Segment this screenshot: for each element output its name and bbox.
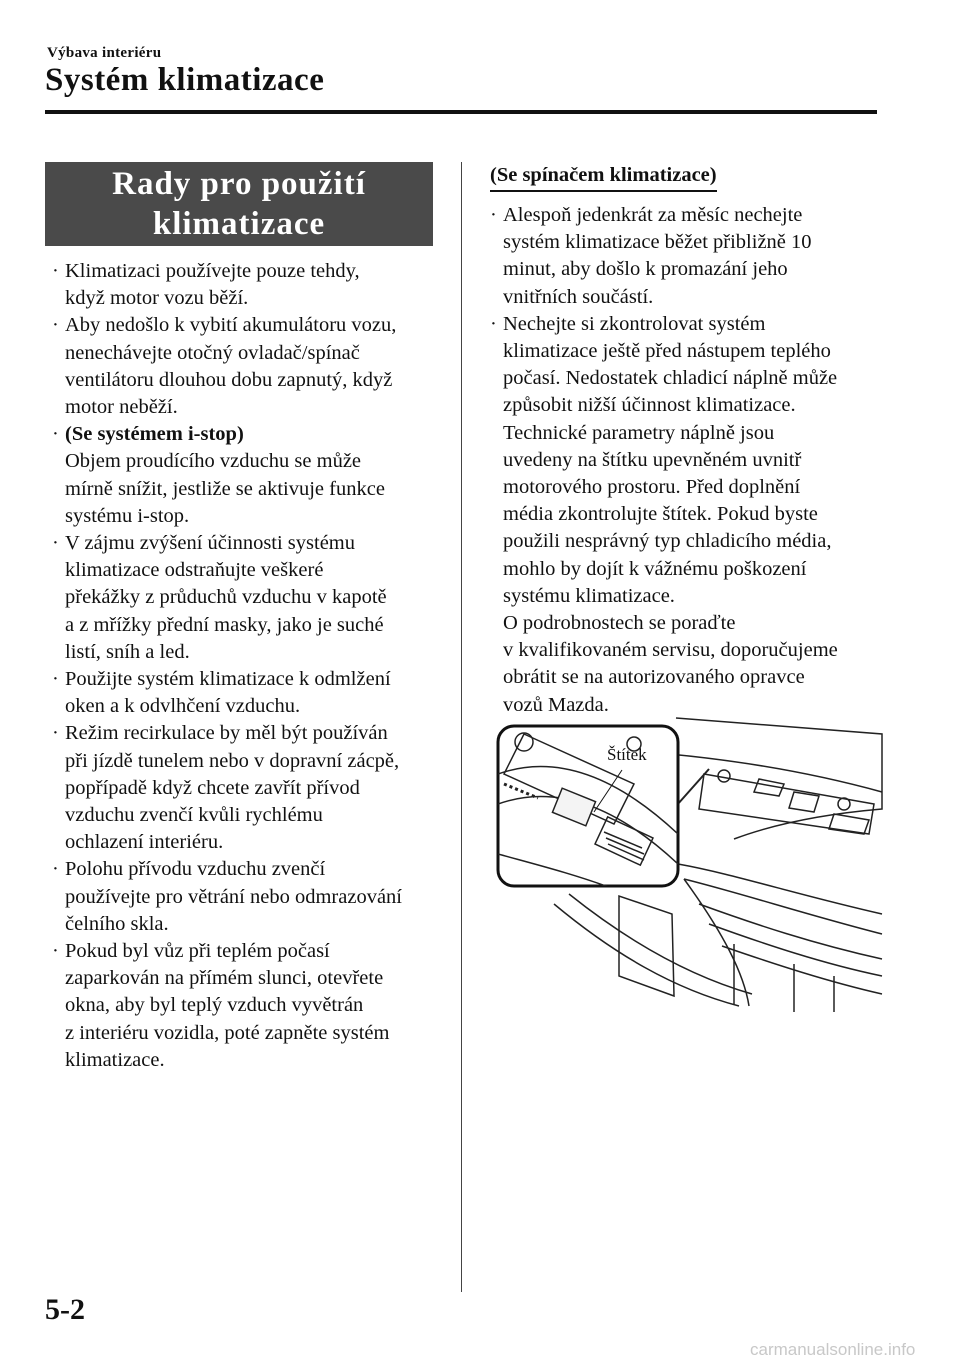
bullet-text-line: popřípadě když chcete zavřít přívod — [65, 776, 360, 799]
bullet-dot: · — [52, 260, 59, 282]
bullet-text-line: ochlazení interiéru. — [65, 831, 224, 854]
left-column — [52, 258, 444, 1074]
bullet-dot: · — [52, 722, 59, 745]
engine-label-illustration — [494, 714, 884, 1014]
bullet-item — [52, 312, 444, 421]
bullet-item — [52, 421, 444, 530]
bullet-text-line: zaparkován na přímém slunci, otevřete — [65, 967, 384, 990]
bullet-item — [52, 530, 444, 666]
bullet-text-line: média zkontrolujte štítek. Pokud byste — [503, 503, 818, 526]
section-heading-line1: Rady pro použití — [112, 166, 366, 202]
bullet-text-line: nenechávejte otočný ovladač/spínač — [65, 341, 360, 364]
bullet-dot: · — [52, 423, 59, 446]
bullet-item — [490, 311, 890, 719]
bullet-dot: · — [52, 314, 59, 337]
bullet-text-line: počasí. Nedostatek chladicí náplně může — [503, 367, 838, 390]
bullet-text-line: mohlo by dojít k vážnému poškození — [503, 557, 807, 580]
bullet-text-line: použili nesprávný typ chladicího média, — [503, 530, 832, 553]
bullet-text-line: systém klimatizace běžet přibližně 10 — [503, 231, 812, 254]
bullet-text-line: Alespoň jedenkrát za měsíc nechejte — [503, 204, 803, 226]
subheading: (Se spínačem klimatizace) — [490, 162, 717, 192]
bullet-dot: · — [52, 940, 59, 963]
bullet-text-line: vozů Mazda. — [503, 693, 609, 716]
bullet-dot: · — [490, 312, 497, 335]
bullet-text-line: motor neběží. — [65, 396, 178, 419]
bullet-text-line: systému i-stop. — [65, 504, 190, 527]
bullet-text-line: listí, sníh a led. — [65, 640, 190, 663]
bullet-text-line: Režim recirkulace by měl být používán — [65, 722, 388, 745]
bullet-text-line: při jízdě tunelem nebo v dopravní zácpě, — [65, 749, 400, 772]
bullet-text-line: když motor vozu běží. — [65, 287, 249, 310]
bullet-item — [52, 258, 444, 312]
bullet-dot: · — [52, 858, 59, 881]
bullet-text-line: ventilátoru dlouhou dobu zapnutý, když — [65, 368, 393, 391]
bullet-item — [52, 666, 444, 720]
bullet-bold-heading: (Se systémem i-stop) — [65, 423, 244, 446]
section-heading-box — [45, 162, 433, 246]
bullet-text-line: vzduchu zvenčí kvůli rychlému — [65, 804, 323, 827]
bullet-item — [490, 202, 890, 311]
bullet-text-line: okna, aby byl teplý vzduch vyvětrán — [65, 994, 364, 1017]
bullet-text-line: Klimatizaci používejte pouze tehdy, — [65, 260, 360, 282]
breadcrumb: Výbava interiéru — [47, 45, 162, 61]
bullet-text-line: používejte pro větrání nebo odmrazování — [65, 885, 402, 908]
bullet-text-line: V zájmu zvýšení účinnosti systému — [65, 532, 356, 555]
bullet-text-line: obrátit se na autorizovaného opravce — [503, 666, 805, 689]
bullet-text-line: motorového prostoru. Před doplnění — [503, 476, 801, 499]
bullet-text-line: O podrobnostech se poraďte — [503, 612, 736, 635]
page-title: Systém klimatizace — [45, 62, 325, 98]
bullet-text-line: oken a k odvlhčení vzduchu. — [65, 695, 301, 718]
bullet-text-line: překážky z průduchů vzduchu v kapotě — [65, 586, 387, 609]
column-divider — [461, 162, 462, 1292]
bullet-text-line: Technické parametry náplně jsou — [503, 421, 775, 444]
watermark: carmanualsonline.info — [750, 1340, 916, 1359]
bullet-text-line: Aby nedošlo k vybití akumulátoru vozu, — [65, 314, 397, 337]
bullet-text-line: z interiéru vozidla, poté zapněte systém — [65, 1021, 390, 1044]
engine-compartment-figure — [494, 714, 884, 1014]
bullet-dot: · — [52, 668, 59, 691]
section-heading-line2: klimatizace — [152, 206, 326, 242]
bullet-text-line: vnitřních součástí. — [503, 285, 654, 308]
bullet-item — [52, 720, 444, 856]
bullet-dot: · — [52, 532, 59, 555]
title-rule — [45, 110, 877, 114]
bullet-text-line: klimatizace. — [65, 1048, 165, 1071]
bullet-text-line: systému klimatizace. — [503, 584, 675, 607]
bullet-text-line: Použijte systém klimatizace k odmlžení — [65, 668, 391, 691]
bullet-text-line: klimatizace ještě před nástupem teplého — [503, 340, 831, 363]
bullet-text-line: Nechejte si zkontrolovat systém — [503, 312, 766, 335]
figure-label-stitek: Štítek — [607, 745, 647, 764]
right-bullet-list — [490, 202, 890, 719]
right-column — [490, 162, 890, 719]
bullet-text-line: uvedeny na štítku upevněném uvnitř — [503, 448, 802, 471]
bullet-text-line: Pokud byl vůz při teplém počasí — [65, 940, 330, 963]
bullet-text-line: a z mřížky přední masky, jako je suché — [65, 613, 384, 636]
page-number: 5-2 — [45, 1293, 85, 1326]
bullet-text-line: čelního skla. — [65, 912, 169, 935]
bullet-text-line: způsobit nižší účinnost klimatizace. — [503, 394, 796, 417]
bullet-item — [52, 938, 444, 1074]
bullet-text-line: Polohu přívodu vzduchu zvenčí — [65, 858, 326, 881]
bullet-text-line: klimatizace odstraňujte veškeré — [65, 559, 324, 582]
bullet-dot: · — [490, 204, 497, 226]
bullet-text-line: minut, aby došlo k promazání jeho — [503, 258, 788, 281]
bullet-text-line: v kvalifikovaném servisu, doporučujeme — [503, 639, 838, 662]
bullet-text-line: Objem proudícího vzduchu se může — [65, 450, 362, 473]
bullet-text-line: mírně snížit, jestliže se aktivuje funkce — [65, 477, 385, 500]
bullet-item — [52, 856, 444, 938]
